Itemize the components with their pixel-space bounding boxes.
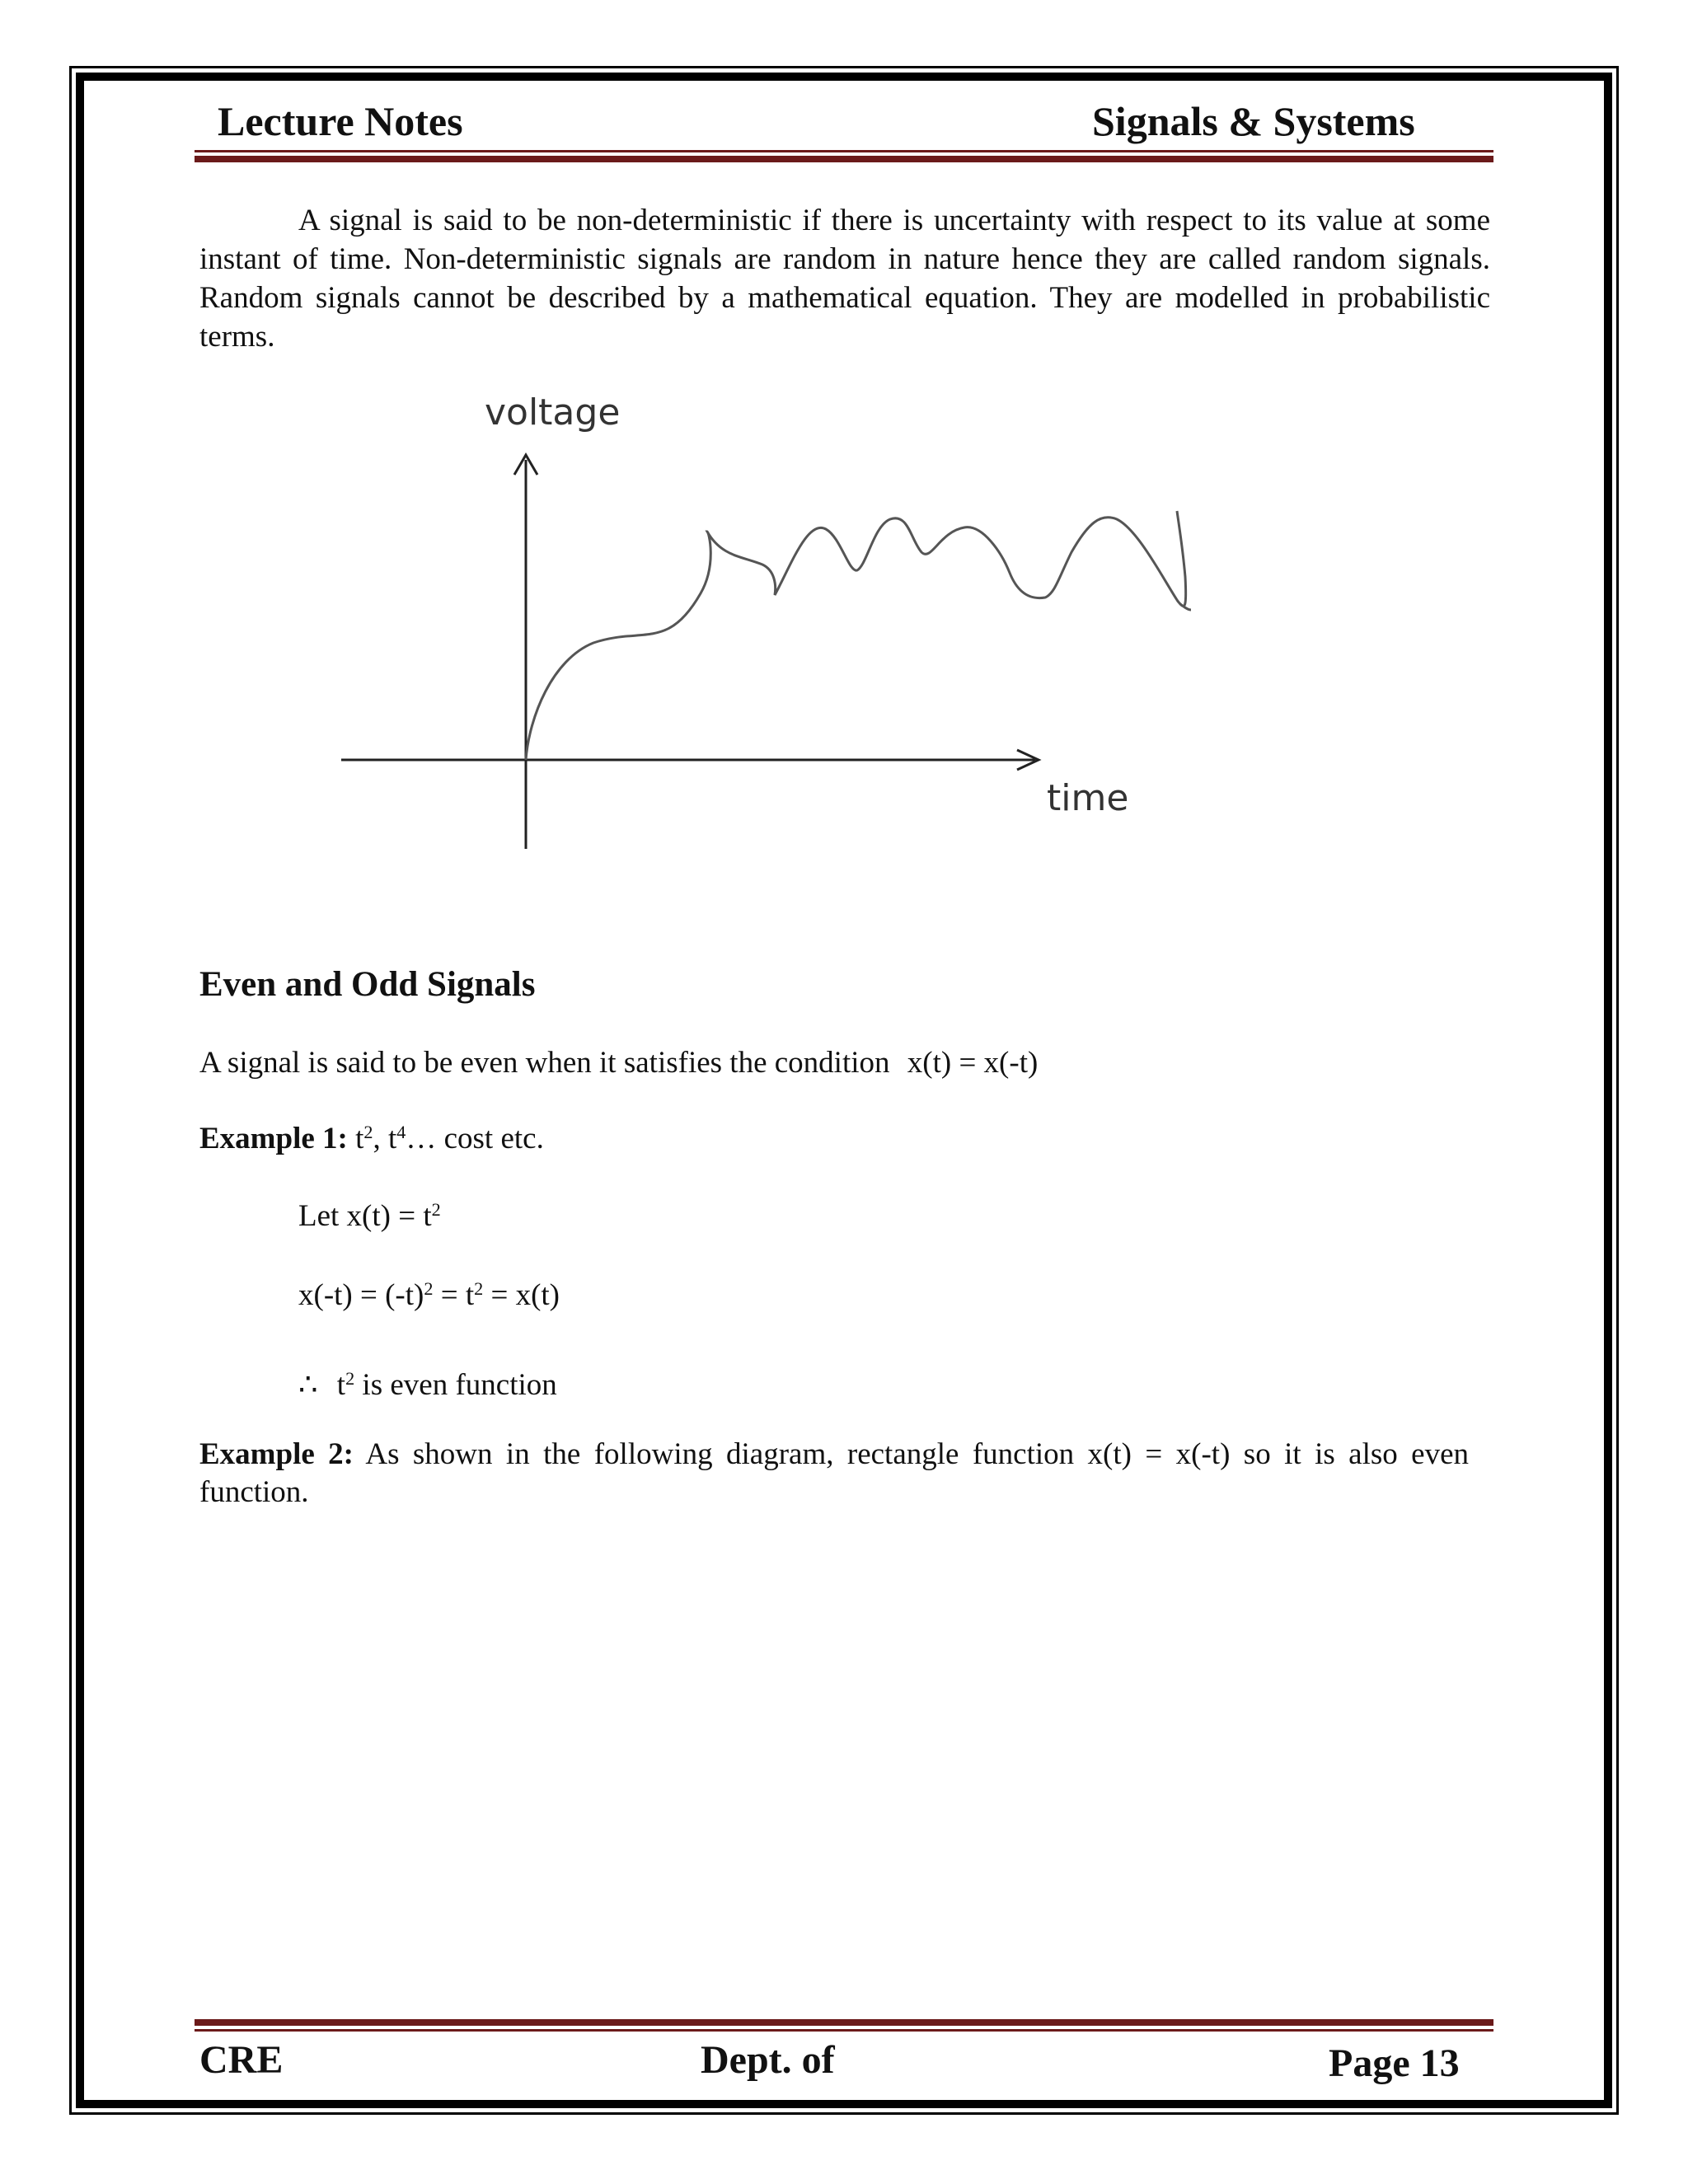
proof-step-line bbox=[298, 1277, 560, 1313]
proof-step-b: = t bbox=[433, 1278, 475, 1312]
let-line bbox=[298, 1198, 441, 1234]
let-exp: 2 bbox=[431, 1198, 441, 1220]
footer-rule bbox=[195, 2019, 1493, 2032]
definition-text: A signal is said to be even when it satisfies the condition bbox=[199, 1046, 890, 1080]
therefore-icon: ∴ bbox=[298, 1368, 318, 1402]
definition-line bbox=[199, 1045, 1038, 1080]
conclusion-exp: 2 bbox=[345, 1367, 355, 1389]
let-text: Let x(t) = t bbox=[298, 1199, 432, 1233]
example2-paragraph bbox=[199, 1436, 1469, 1511]
example1-exp2: 2 bbox=[363, 1121, 373, 1142]
footer-left: CRE bbox=[199, 2038, 284, 2082]
proof-step-c: = x(t) bbox=[483, 1278, 560, 1312]
conclusion-t: t bbox=[336, 1368, 346, 1402]
example1-label: Example 1: bbox=[199, 1122, 348, 1155]
random-signal-curve bbox=[526, 511, 1191, 760]
example1-t: t bbox=[355, 1122, 364, 1155]
example1-exp4: 4 bbox=[396, 1121, 406, 1142]
section-title: Even and Odd Signals bbox=[199, 965, 536, 1004]
proof-exp-b: 2 bbox=[474, 1277, 484, 1299]
example2-text: As shown in the following diagram, rectangle function x(t) = x(-t) so it is also even function. bbox=[199, 1437, 1469, 1509]
intro-paragraph: A signal is said to be non-deterministic if there is uncertainty with respect to its value at some instant of time. Non-deterministic signals are random in nature hence they are called random signals. Random signals cannot be described by a mathematical equation. They are modelled in probabilistic terms. bbox=[199, 204, 1490, 354]
header-rule bbox=[195, 150, 1493, 162]
footer-page-number: Page 13 bbox=[1329, 2041, 1460, 2085]
header-title-left: Lecture Notes bbox=[218, 98, 463, 144]
x-axis-label: time bbox=[1047, 777, 1129, 819]
example1-line bbox=[199, 1121, 544, 1156]
proof-step-a: x(-t) = (-t) bbox=[298, 1278, 424, 1312]
footer-center: Dept. of bbox=[701, 2038, 835, 2082]
header-title-right: Signals & Systems bbox=[1092, 98, 1415, 144]
example1-rest: … cost etc. bbox=[406, 1122, 544, 1155]
random-signal-figure bbox=[313, 387, 1335, 865]
example1-sep: , t bbox=[373, 1122, 397, 1155]
definition-condition: x(t) = x(-t) bbox=[907, 1046, 1039, 1080]
y-axis-label: voltage bbox=[485, 391, 621, 434]
conclusion-rest: is even function bbox=[354, 1368, 557, 1402]
page-border-inner bbox=[76, 73, 1612, 2108]
proof-exp-a: 2 bbox=[424, 1277, 434, 1299]
conclusion-line bbox=[298, 1366, 557, 1403]
example2-label: Example 2: bbox=[199, 1437, 354, 1471]
